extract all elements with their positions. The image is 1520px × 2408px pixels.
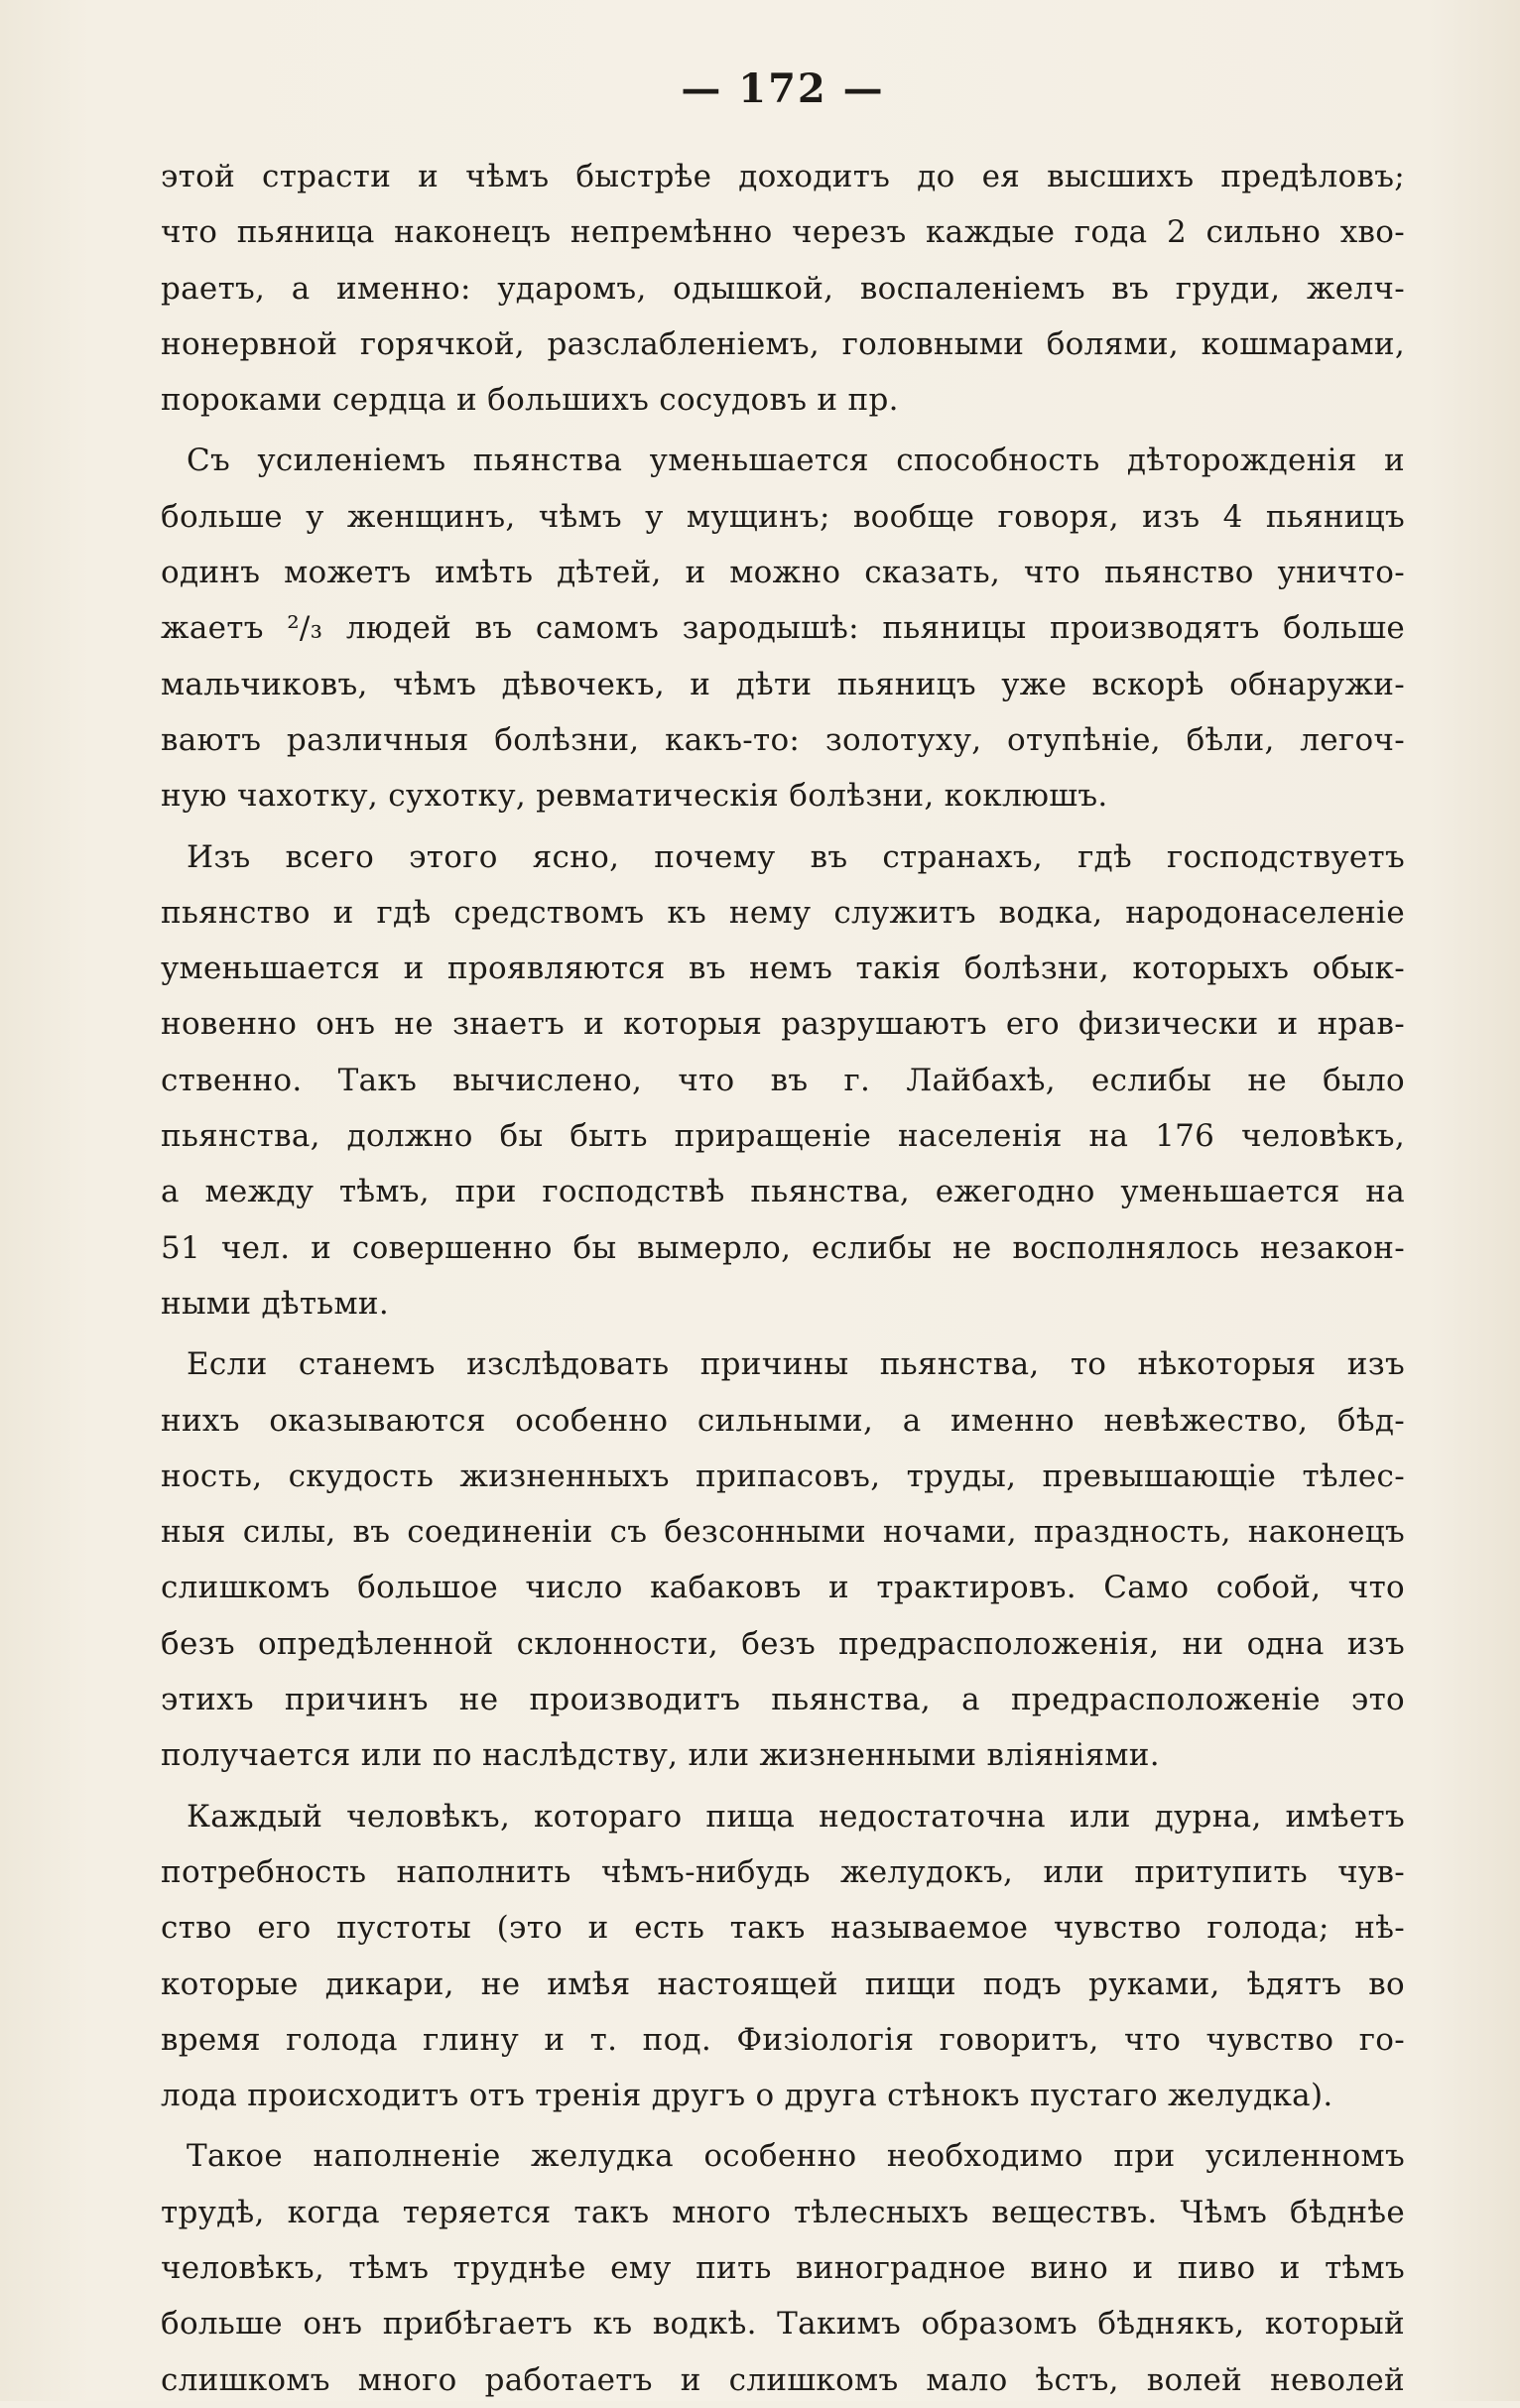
text-line: нонервной горячкой, разслабленіемъ, головными болями, кошмарами, — [161, 325, 1405, 362]
text-line: больше онъ прибѣгаетъ къ водкѣ. Такимъ образомъ бѣднякъ, который — [161, 2306, 1405, 2343]
text-line: 51 чел. и совершенно бы вымерло, еслибы не восполнялось незакон- — [161, 1229, 1405, 1266]
text-line: трудѣ, когда теряется такъ много тѣлесныхъ веществъ. Чѣмъ бѣднѣе — [161, 2194, 1405, 2230]
paragraph — [161, 1336, 1405, 1783]
text-line: ную чахотку, сухотку, ревматическія болѣзни, коклюшъ. — [161, 778, 1108, 815]
paragraph — [161, 829, 1405, 1332]
text-line: время голода глину и т. под. Физіологія говоритъ, что чувство го- — [161, 2021, 1405, 2058]
text-line: пьянства, должно бы быть приращеніе населенія на 176 человѣкъ, — [161, 1118, 1405, 1155]
text-line: этихъ причинъ не производитъ пьянства, а предрасположеніе это — [161, 1682, 1405, 1718]
text-line: а между тѣмъ, при господствѣ пьянства, ежегодно уменьшается на — [161, 1174, 1405, 1210]
text-line: слишкомъ большое число кабаковъ и трактировъ. Само собой, что — [161, 1570, 1405, 1606]
text-line: ныя силы, въ соединеніи съ безсонными ночами, праздность, наконецъ — [161, 1514, 1405, 1551]
paragraph — [161, 1789, 1405, 2124]
page-number: — 172 — — [681, 65, 885, 112]
paragraph — [161, 149, 1405, 428]
text-line: человѣкъ, тѣмъ труднѣе ему пить виноградное вино и пиво и тѣмъ — [161, 2249, 1405, 2286]
text-line: Если станемъ изслѣдовать причины пьянства, то нѣкоторыя изъ — [187, 1346, 1405, 1383]
text-line: ными дѣтьми. — [161, 1285, 389, 1322]
text-line: раетъ, а именно: ударомъ, одышкой, воспаленіемъ въ груди, желч- — [161, 270, 1405, 307]
text-line: получается или по наслѣдству, или жизненными вліяніями. — [161, 1737, 1160, 1774]
text-line: этой страсти и чѣмъ быстрѣе доходитъ до ея высшихъ предѣловъ; — [161, 159, 1405, 194]
text-line: больше у женщинъ, чѣмъ у мущинъ; вообще говоря, изъ 4 пьяницъ — [161, 498, 1405, 535]
text-line: что пьяница наконецъ непремѣнно черезъ каждые года 2 сильно хво- — [161, 214, 1405, 251]
text-line: Такое наполненіе желудка особенно необходимо при усиленномъ — [187, 2138, 1405, 2175]
text-line: потребность наполнить чѣмъ-нибудь желудокъ, или притупить чув- — [161, 1853, 1405, 1890]
text-line: ность, скудость жизненныхъ припасовъ, труды, превышающіе тѣлес- — [161, 1457, 1405, 1494]
text-line: Изъ всего этого ясно, почему въ странахъ, гдѣ господствуетъ — [187, 838, 1405, 875]
text-line: одинъ можетъ имѣть дѣтей, и можно сказать, что пьянство уничто- — [161, 555, 1405, 591]
text-line: ваютъ различныя болѣзни, какъ-то: золотуху, отупѣніе, бѣли, легоч- — [161, 721, 1405, 758]
text-line: лода происходитъ отъ тренія другъ о друга стѣнокъ пустаго желудка). — [161, 2078, 1333, 2114]
text-line: жаетъ ²/₃ людей въ самомъ зародышѣ: пьяницы производятъ больше — [161, 610, 1405, 647]
text-line: новенно онъ не знаетъ и которыя разрушаютъ его физически и нрав- — [161, 1006, 1405, 1043]
text-line: Съ усиленіемъ пьянства уменьшается способность дѣторожденія и — [187, 443, 1405, 479]
text-line: которые дикари, не имѣя настоящей пищи подъ руками, ѣдятъ во — [161, 1965, 1405, 2002]
paragraph — [161, 2128, 1405, 2407]
text-line: Каждый человѣкъ, котораго пища недостаточна или дурна, имѣетъ — [187, 1798, 1405, 1835]
text-line: пороками сердца и большихъ сосудовъ и пр. — [161, 382, 899, 419]
text-line: слишкомъ много работаетъ и слишкомъ мало ѣстъ, волей неволей — [161, 2361, 1405, 2398]
text-line: безъ опредѣленной склонности, безъ предрасположенія, ни одна изъ — [161, 1625, 1405, 1662]
text-line: мальчиковъ, чѣмъ дѣвочекъ, и дѣти пьяницъ уже вскорѣ обнаружи- — [161, 666, 1405, 702]
text-line: уменьшается и проявляются въ немъ такія болѣзни, которыхъ обык- — [161, 951, 1405, 987]
text-line: пьянство и гдѣ средствомъ къ нему служитъ водка, народонаселеніе — [161, 894, 1405, 931]
body-text — [161, 149, 1405, 2408]
text-line: ственно. Такъ вычислено, что въ г. Лайбахѣ, еслибы не было — [161, 1062, 1405, 1098]
paragraph — [161, 433, 1405, 824]
text-line: ство его пустоты (это и есть такъ называемое чувство голода; нѣ- — [161, 1910, 1405, 1947]
text-line: нихъ оказываются особенно сильными, а именно невѣжество, бѣд- — [161, 1402, 1405, 1439]
